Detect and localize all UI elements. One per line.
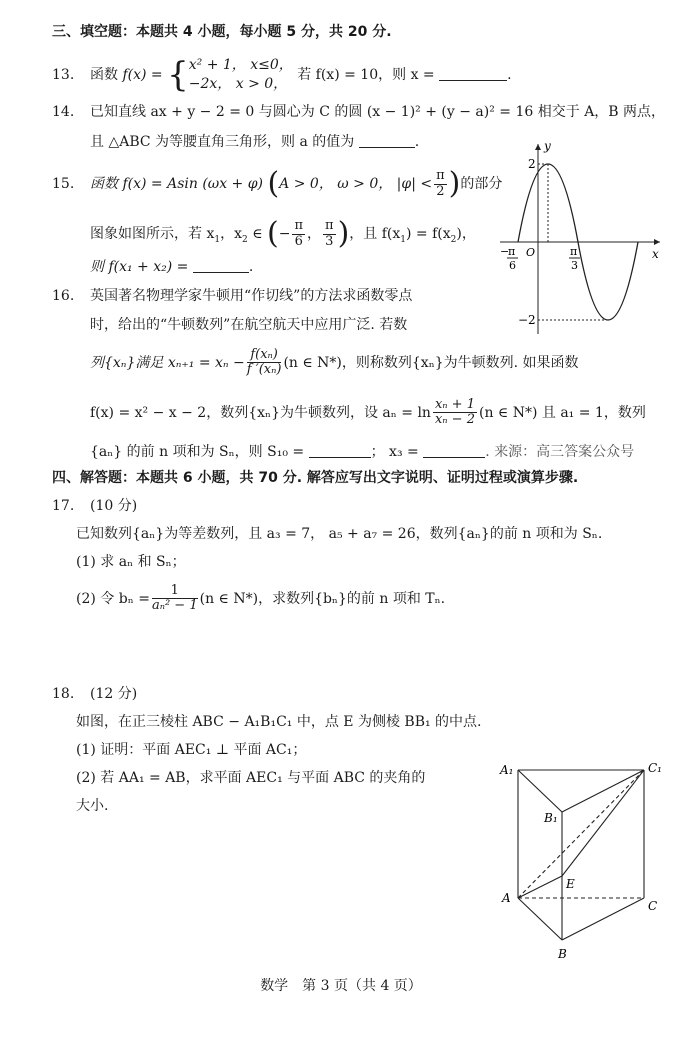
question-13: 13. 函数 f(x) = { x² + 1， x≤0， −2x， x > 0， 若 f(x) = 10，则 x = .	[52, 54, 512, 95]
question-18-line-1: 如图，在正三棱柱 ABC − A₁B₁C₁ 中，点 E 为侧棱 BB₁ 的中点.	[76, 714, 482, 730]
segment-e-c1	[562, 770, 644, 876]
fraction-pi-over-2: $\frac{\pi}{2}$	[436, 168, 445, 199]
question-18-part-1: (1) 证明：平面 AEC₁ ⊥ 平面 AC₁；	[76, 742, 307, 758]
label-e: E	[566, 877, 575, 891]
b-fraction: $\frac{1}{\text{aₙ² − 1}}$	[151, 583, 198, 614]
piecewise-cases	[189, 56, 293, 94]
edge-a1-b1	[518, 770, 562, 812]
q14-text-2: 且 △ABC 为等腰直角三角形，则 a 的值为	[90, 134, 355, 150]
left-brace-icon: {	[167, 54, 189, 95]
piecewise-case-2: −2x， x > 0，	[188, 75, 288, 92]
x-axis-label: x	[652, 247, 659, 261]
tick-neg-pi: π	[508, 245, 516, 258]
question-18-part-2a: (2) 若 AA₁ = AB，求平面 AEC₁ 与平面 ABC 的夹角的	[76, 770, 426, 786]
label-c1: C₁	[648, 761, 662, 775]
q13-fx: f(x) =	[122, 66, 163, 83]
q16-text-4a: f(x) = x² − x − 2，数列{xₙ}为牛顿数列，设 aₙ = ln	[90, 404, 431, 421]
edge-a-b	[518, 898, 562, 940]
right-paren-icon: )	[337, 216, 350, 251]
element-of-icon: ∈	[252, 226, 263, 242]
q15-text-2e: ) = f(x	[406, 226, 451, 242]
answer-blank[interactable]	[309, 443, 371, 458]
question-number: 16.	[52, 288, 75, 304]
question-number: 15.	[52, 176, 75, 192]
right-paren-icon: )	[448, 166, 461, 201]
question-14-line-1	[52, 104, 665, 121]
answer-blank[interactable]	[193, 258, 249, 273]
left-paren-icon: (	[267, 216, 279, 251]
q13-prefix: 函数	[90, 66, 118, 83]
label-b: B	[558, 947, 567, 961]
q16-text-3a: 列{xₙ}满足 xₙ₊₁ = xₙ −	[90, 354, 245, 371]
q17-part-2b: (n ∈ N*)，求数列{bₙ}的前 n 项和 Tₙ.	[199, 590, 446, 607]
question-17-part-1: (1) 求 aₙ 和 Sₙ；	[76, 554, 186, 570]
page-footer: 数学 第 3 页（共 4 页）	[260, 978, 422, 994]
question-number: 14.	[52, 104, 75, 120]
question-16-line-1	[52, 288, 412, 305]
tick-pos-pi: π	[570, 245, 578, 258]
q16-text-5a: {aₙ} 的前 n 项和为 Sₙ，则 S₁₀ =	[90, 444, 305, 460]
answer-blank[interactable]	[359, 133, 415, 148]
label-b1: B₁	[544, 811, 558, 825]
fraction-pi-over-3: $\frac{\pi}{3}$	[325, 218, 334, 249]
source-watermark: . 来源：高三答案公众号	[485, 444, 635, 460]
q16-text-3b: (n ∈ N*)，则称数列{xₙ}为牛顿数列. 如果函数	[283, 354, 579, 371]
q15-text-2a: 图象如图所示，若 x	[90, 226, 215, 242]
label-a: A	[502, 891, 511, 905]
question-number: 17.	[52, 498, 75, 514]
edge-b1-c1	[562, 770, 644, 812]
tick-neg-den: 6	[509, 259, 516, 272]
q16-text-4b: (n ∈ N*) 且 a₁ = 1，数列	[478, 404, 646, 421]
question-16-line-4	[90, 398, 646, 428]
segment-a-c1-hidden	[518, 770, 644, 898]
q15-function: 函数 f(x) = Asin (ωx + φ)	[90, 176, 263, 192]
y-axis-label: y	[544, 139, 551, 153]
newton-fraction: $\frac{\text{f(xₙ)}}{\text{f ′(xₙ)}}$	[246, 347, 282, 378]
q15-text-2f: )，	[456, 226, 476, 242]
q14-text-1: 已知直线 ax + y − 2 = 0 与圆心为 C 的圆 (x − 1)² + (y − a)² = 16 相交于 A，B 两点，	[90, 104, 666, 120]
question-score: (12 分)	[90, 686, 138, 702]
q15-text-3: 则 f(x₁ + x₂) =	[90, 259, 189, 275]
section-3-header: 三、填空题：本题共 4 小题，每小题 5 分，共 20 分.	[52, 24, 392, 40]
question-15-line-3: 则 f(x₁ + x₂) = .	[90, 259, 254, 275]
label-a1: A₁	[500, 763, 514, 777]
question-number: 13.	[52, 66, 75, 83]
origin-label: O	[526, 246, 536, 259]
sine-graph	[496, 138, 668, 338]
q16-text-5b: ； x₃ =	[370, 444, 419, 460]
segment-a-e	[518, 876, 562, 898]
piecewise-case-1: x² + 1， x≤0，	[188, 57, 293, 73]
q13-suffix: 若 f(x) = 10，则 x =	[297, 66, 435, 83]
tick-neg-minus: −	[500, 245, 510, 258]
question-16-line-2	[90, 317, 407, 334]
ln-fraction: $\frac{\text{xₙ + 1}}{\text{xₙ − 2}}$	[434, 397, 475, 428]
q17-part-2a: (2) 令 bₙ =	[76, 590, 150, 607]
answer-blank[interactable]	[423, 443, 485, 458]
tick-pos-den: 3	[571, 259, 578, 272]
answer-blank[interactable]	[439, 66, 507, 81]
y-max-label: 2	[528, 157, 536, 171]
question-17-part-2	[76, 584, 445, 614]
question-15-line-2: 图象如图所示，若 $x_1$，$x_2$ ∈ (− $\frac{\pi}{6}$ ， $\frac{\pi}{3}$ )，且 $f(x_1) = f(x_2)$，	[90, 216, 476, 251]
question-18-part-2b: 大小.	[76, 798, 109, 814]
edge-b-c	[562, 898, 644, 940]
left-paren-icon: (	[267, 166, 280, 201]
prism-diagram	[498, 758, 664, 964]
question-16-line-5	[90, 443, 634, 461]
question-17-heading	[52, 498, 137, 515]
question-score: (10 分)	[90, 498, 138, 514]
question-16-line-3	[90, 348, 579, 378]
label-c: C	[648, 899, 658, 913]
fraction-pi-over-6: $\frac{\pi}{6}$	[294, 218, 304, 249]
q15-text-2b: ，x	[220, 226, 242, 242]
q15-conditions: A > 0， ω > 0， |φ| <	[279, 176, 433, 192]
q15-text-2d: ，且 f(x	[349, 226, 401, 242]
q16-text-2: 时，给出的“牛顿数列”在航空航天中应用广泛. 若数	[90, 317, 408, 333]
section-4-header: 四、解答题：本题共 6 小题，共 70 分. 解答应写出文字说明、证明过程或演算步骤.	[52, 470, 579, 486]
question-18-heading	[52, 686, 137, 703]
question-17-line-1: 已知数列{aₙ}为等差数列，且 a₃ = 7， a₅ + a₇ = 26，数列{aₙ}的前 n 项和为 Sₙ.	[76, 526, 603, 542]
q16-text-1: 英国著名物理学家牛顿用“作切线”的方法求函数零点	[90, 288, 413, 304]
question-15-line-1	[52, 166, 502, 202]
q15-tail: 的部分	[460, 176, 503, 192]
question-14-line-2: 且 △ABC 为等腰直角三角形，则 a 的值为 .	[90, 134, 420, 150]
question-number: 18.	[52, 686, 75, 702]
y-min-label: −2	[518, 313, 536, 327]
